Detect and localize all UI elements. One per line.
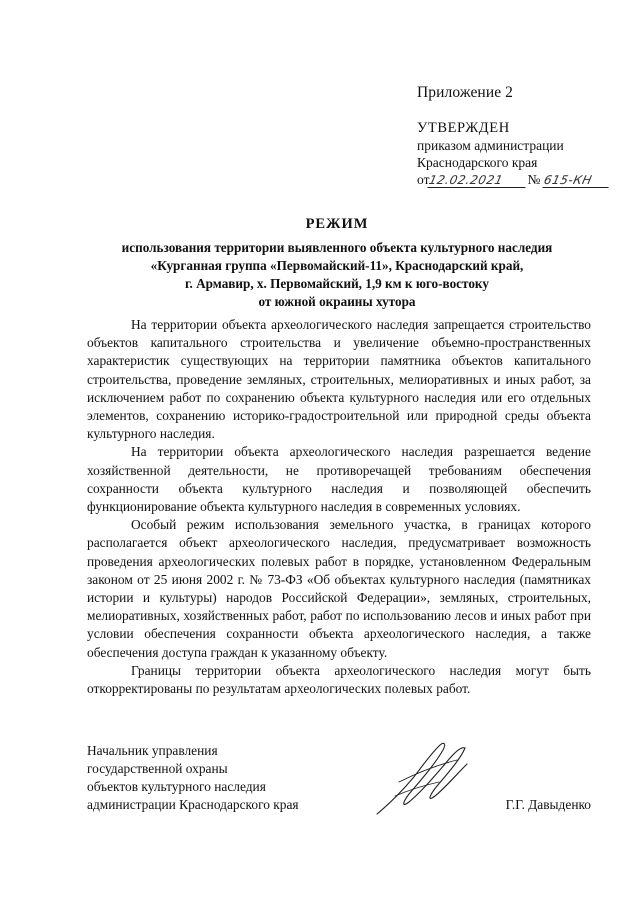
title-subtitle: [80, 239, 594, 311]
subtitle-line: от южной окраины хутора: [258, 294, 416, 309]
approval-line-1: приказом администрации: [417, 138, 564, 153]
position-line: объектов культурного наследия: [87, 779, 266, 794]
body-paragraph: На территории объекта археологического наследия разрешается ведение хозяйственной деятельности, не противоречащей требованиям обеспечения сохранности объекта культурного наследия и позволяющей обеспечить функционирование объекта культурного наследия в современных условиях.: [87, 444, 591, 515]
title-main: РЕЖИМ: [305, 216, 369, 232]
position-line: Начальник управления: [87, 743, 218, 758]
signature-block: [87, 742, 591, 822]
subtitle-line: «Курганная группа «Первомайский-11», Краснодарский край,: [150, 258, 524, 273]
subtitle-line: г. Армавир, х. Первомайский, 1,9 км к юго-востоку: [185, 276, 489, 291]
position-line: государственной охраны: [87, 761, 228, 776]
body-paragraph: Особый режим использования земельного участка, в границах которого располагается объект археологического наследия, предусматривает возможность проведения археологических полевых работ в порядке, установленном Федеральным законом от 25 июня 2002 г. № 73-ФЗ «Об объектах культурного наследия (памятниках истории и культуры) народов Российской Федерации», земляных, строительных, мелиоративных, хозяйственных работ, работ по использованию лесов и иных работ при условии обеспечения сохранности объекта археологического наследия, а также обеспечения доступа граждан к указанному объекту.: [87, 517, 591, 660]
handwritten-date: 12.02.2021: [428, 173, 529, 188]
handwritten-signature: [369, 734, 479, 822]
signer-name: Г.Г. Давыденко: [505, 797, 591, 812]
approval-date-line: [417, 171, 610, 188]
approved-heading: УТВЕРЖДЕН: [417, 120, 510, 136]
approval-line-2: Краснодарского края: [417, 155, 538, 170]
subtitle-line: использования территории выявленного объекта культурного наследия: [121, 240, 553, 255]
document-title: [80, 216, 594, 311]
approval-stamp: [417, 120, 610, 188]
signer-position: [87, 742, 299, 814]
appendix-label: Приложение 2: [417, 84, 514, 101]
number-prefix: №: [527, 172, 541, 187]
body-paragraph: Границы территории объекта археологического наследия могут быть откорректированы по результатам археологических полевых работ.: [87, 662, 591, 697]
document-body: [87, 316, 591, 698]
date-prefix: от: [417, 172, 430, 187]
handwritten-number: 615-КН: [542, 173, 611, 188]
body-paragraph: На территории объекта археологического наследия запрещается строительство объектов капитального строительства и увеличение объемно-пространственных характеристик существующих на территории памятника объектов капитального строительства, проведение земляных, строительных, мелиоративных и иных работ, за исключением работ по сохранению объекта культурного наследия или его отдельных элементов, сохранению историко-градостроительной или природной среды объекта культурного наследия.: [87, 317, 591, 442]
position-line: администрации Краснодарского края: [87, 797, 299, 812]
